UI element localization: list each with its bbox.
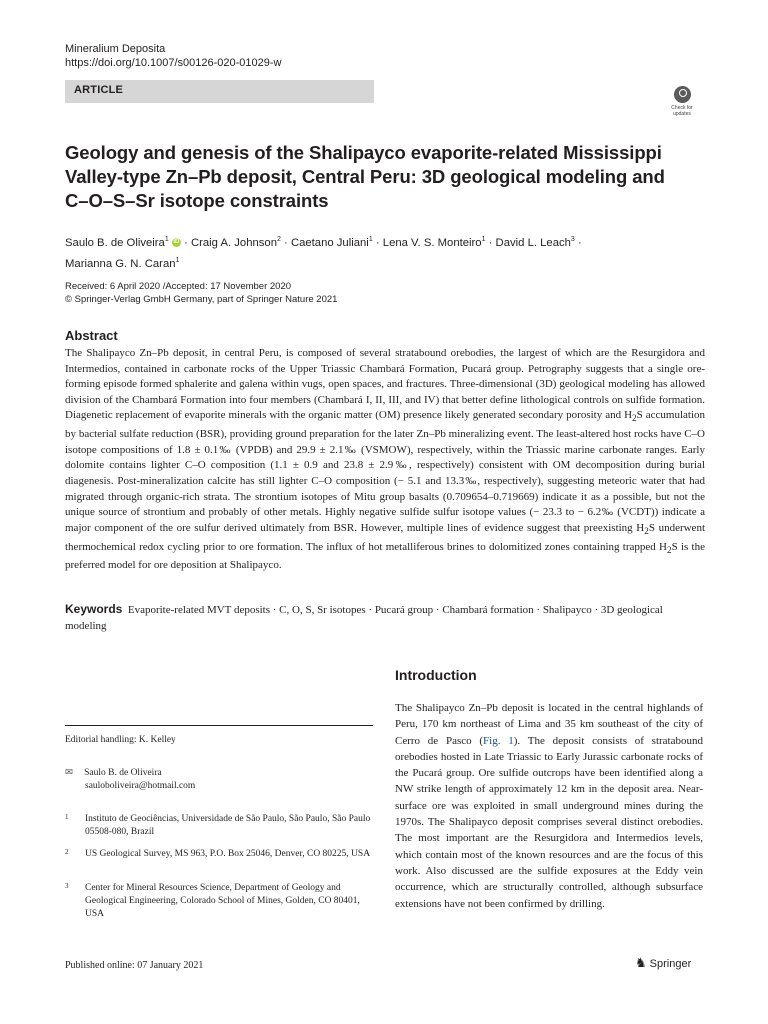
envelope-icon: ✉ xyxy=(65,768,73,778)
springer-logo: ♞ Springer xyxy=(635,955,692,970)
author-affiliation: 1 xyxy=(175,256,180,264)
doi-link[interactable]: https://doi.org/10.1007/s00126-020-01029-w xyxy=(65,57,282,69)
author-name: Saulo B. de Oliveira xyxy=(65,236,165,249)
received-accepted: Received: 6 April 2020 /Accepted: 17 November 2020 xyxy=(65,281,292,292)
keywords xyxy=(65,601,705,634)
check-updates-label: Check for updates xyxy=(671,105,693,117)
journal-name: Mineralium Deposita xyxy=(65,43,166,55)
check-for-updates-badge[interactable] xyxy=(667,86,697,120)
copyright: © Springer-Verlag GmbH Germany, part of Springer Nature 2021 xyxy=(65,294,338,305)
author-list: Saulo B. de Oliveira$^1$ iD · Craig A. Johnson$^2$ · Caetano Juliani$^1$ · Lena V. S. Monteiro$^1$ · David L. Leach$^3$ · Marianna G. N. Caran$^1$ xyxy=(65,236,582,270)
author-name: Lena V. S. Monteiro xyxy=(382,236,482,249)
author-name: Marianna G. N. Caran xyxy=(65,257,176,270)
editorial-handling: Editorial handling: K. Kelley xyxy=(65,735,176,745)
introduction-heading: Introduction xyxy=(395,667,477,683)
keywords-text: Evaporite-related MVT deposits · C, O, S, Sr isotopes · Pucará group · Chambará formation · Shalipayco · 3D geological modeling xyxy=(65,604,663,632)
check-updates-icon xyxy=(674,86,691,103)
article-type-label: ARTICLE xyxy=(74,84,124,96)
paper-title: Geology and genesis of the Shalipayco evaporite-related Mississippi Valley-type Zn–Pb deposit, Central Peru: 3D geological modeling and C–O–S–Sr isotope constraints xyxy=(65,142,665,211)
orcid-icon[interactable]: iD xyxy=(173,239,180,246)
keywords-label: Keywords xyxy=(65,602,123,616)
author-name: David L. Leach xyxy=(495,236,571,249)
figure-link[interactable]: Fig. 1 xyxy=(483,734,514,747)
footnote-divider xyxy=(65,725,373,726)
affiliation-2: 2 US Geological Survey, MS 963, P.O. Box 25046, Denver, CO 80225, USA xyxy=(65,848,371,859)
publication-dates xyxy=(65,280,337,306)
abstract-text: The Shalipayco Zn–Pb deposit, in central Peru, is composed of several stratabound orebodies, the largest of which are the Resurgidora and Intermedios, contained in carbonate rocks of the Upper Triassic Chambará Formation, Pucará group. Petrography suggests that a single ore-forming episode formed sphalerite and galena within vugs, open spaces, and fractures. Three-dimensional (3D) geological modeling has allowed division of the Chambará Formation into four members (Chambará I, II, III, and IV) that better define lithological controls on sulfide formation. Diagenetic replacement of evaporite minerals with the organic matter (OM) presence likely generated secondary porosity and $H_2S$ accumulation by bacterial sulfate reduction (BSR), providing ground preparation for the later Zn–Pb mineralizing event. The least-altered host rocks have C–O isotope compositions of 1.8 ± 0.1‰ (VPDB) and 29.9 ± 2.1‰ (VSMOW), respectively, within the Triassic marine carbonate ranges. Early dolomite contains lighter C–O composition (1.1 ± 0.9 and 23.8 ± 2.9‰, respectively) consistent with OM decomposition during burial diagenesis. Post-mineralization calcite has still lighter C–O composition (− 5.1 and 13.3‰, respectively), suggesting meteoric water that had migrated through organic-rich strata. The strontium isotopes of Mitu group basalts (0.709654–0.719669) indicate it as a possible, but not the unique source of strontium and probably of other metals. Highly negative sulfide sulfur isotope values (− 23.3 to − 6.2‰ (VCDT)) indicate a major component of the ore sulfur derived ultimately from BSR. However, multiple lines of evidence suggest that preexisting $H_2S$ underwent thermochemical redox cycling prior to ore formation. The influx of hot metalliferous brines to dolomitized zones containing trapped $H_2S$ is the preferred model for ore deposition at Shalipayco. xyxy=(65,347,705,572)
author-affiliation: 1 xyxy=(368,236,373,243)
corresponding-author: ✉ Saulo B. de Oliveira sauloboliveira@hotmail.com xyxy=(65,768,196,791)
author-affiliation: 2 xyxy=(276,236,281,243)
author-name: Caetano Juliani xyxy=(290,236,369,249)
abstract-heading: Abstract xyxy=(65,328,118,343)
affiliation-1: 1 Instituto de Geociências, Universidade de São Paulo, São Paulo, São Paulo 05508-080, Brazil xyxy=(65,813,371,837)
published-online: Published online: 07 January 2021 xyxy=(65,960,204,971)
author-affiliation: 1 xyxy=(481,236,486,243)
author-name: Craig A. Johnson xyxy=(190,236,277,249)
affiliation-3: 3 Center for Mineral Resources Science, Department of Geology and Geological Engineering, Colorado School of Mines, Golden, CO 80401, USA xyxy=(65,882,360,919)
author-affiliation: 3 xyxy=(570,236,575,243)
email-link[interactable]: sauloboliveira@hotmail.com xyxy=(85,781,196,791)
springer-horse-icon: ♞ xyxy=(635,955,647,970)
introduction-text: The Shalipayco Zn–Pb deposit is located in the central highlands of Peru, 170 km northeast of Lima and 35 km southeast of the city of Cerro de Pasco (Fig. 1). The deposit consists of stratabound orebodies hosted in Late Triassic to Early Jurassic carbonate rocks of the Pucará group. Ore sulfide outcrops have been identified along a NW strike length of approximately 12 km in the deposit area. Near-surface ore was exploited in small underground mines during the 1970s. The Shalipayco deposit comprises several distinct orebodies. The most important are the Resurgidora and Intermedios levels, which contain most of the known resources and are the focus of this work. Also discussed are the sulfide exposures at the Eddy vein occurrence, which are structurally controlled, although subsurface extensions have not been confirmed by drilling. xyxy=(395,702,703,910)
author-affiliation: 1 xyxy=(164,236,169,243)
